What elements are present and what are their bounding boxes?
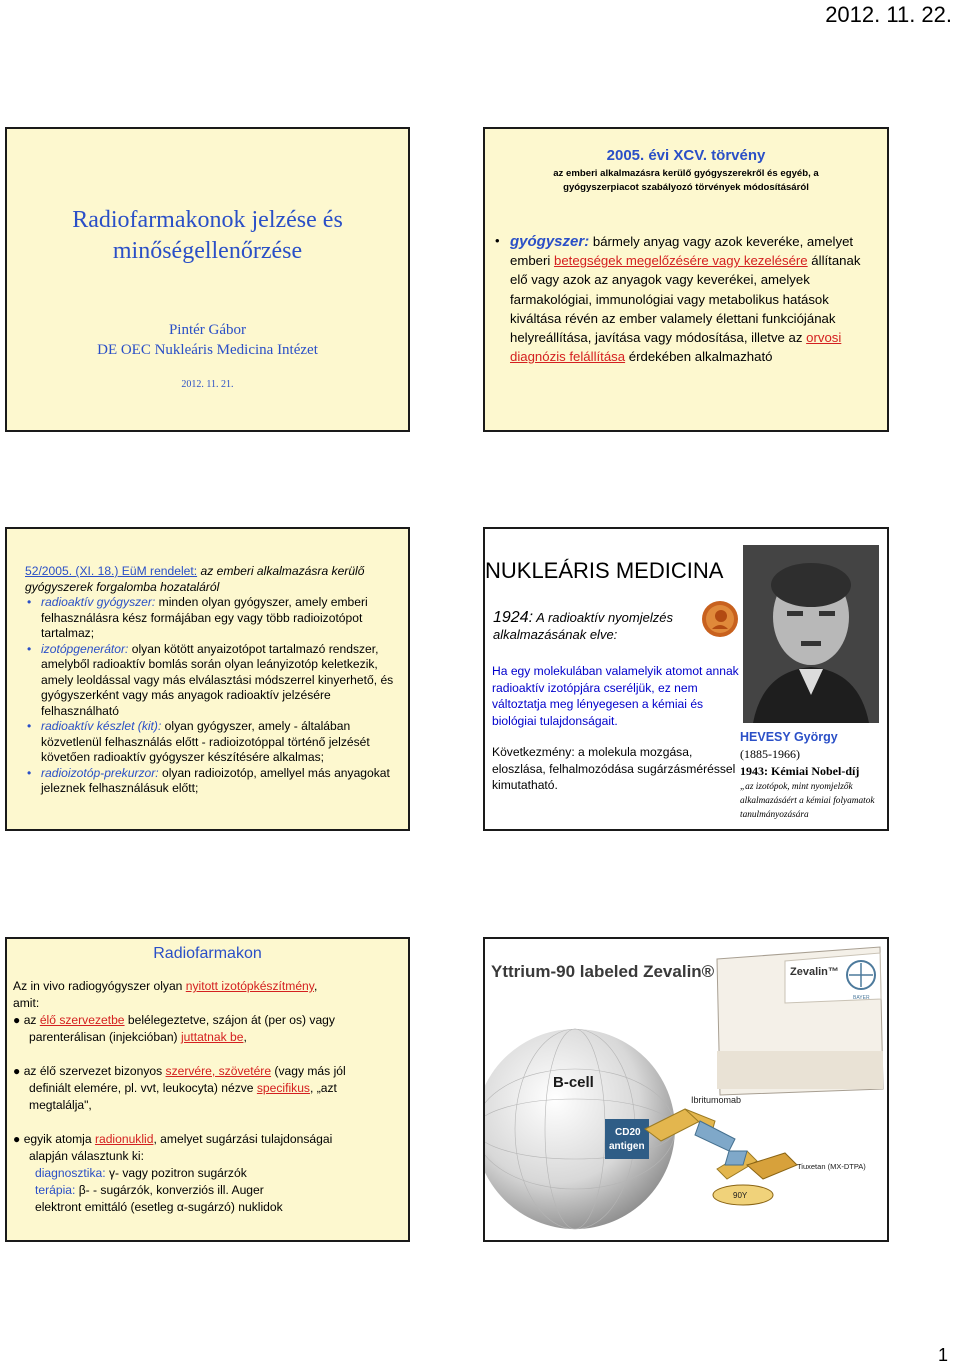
- header-date: 2012. 11. 22.: [825, 2, 952, 27]
- regulation-reference: 52/2005. (XI. 18.) EüM rendelet: az emberi alkalmazásra kerülő gyógyszerek forgalomba hozataláról: [25, 564, 365, 594]
- definition-text: gyógyszer: bármely anyag vagy azok keveréke, amelyet emberi betegségek megelőzésére vagy kezelésére állítanak elő vagy azok az anyagok vagy keverékei, amelyek farmakológiai, immunológiai vagy metabolikus hatások kiváltása révén az ember valamely élettani funkciójának helyreállítása, javítása vagy módosítása, illetve az orvosi diagnózis felállítása érdekében alkalmazható: [510, 233, 861, 365]
- bullet-icon: ●: [13, 1064, 21, 1078]
- consequence-text: Következmény: a molekula mozgása, eloszlása, felhalmozódása sugárzásméréssel kimutatható.: [492, 745, 736, 792]
- list-item: • izotópgenerátor: olyan kötött anyaizotópot tartalmazó rendszer, amelyből radioaktív bomlás során olyan leányizotóp keletkezik, amely leoldással vagy más elválasztási módszerrel kinyerhető, és gyógyszerként vagy más anyagok radioaktív jelzésére felhasználható: [27, 641, 394, 718]
- slide-regulation: [5, 527, 410, 831]
- ibritumomab-label: Ibritumomab: [691, 1095, 742, 1105]
- bullet-icon: •: [27, 595, 32, 609]
- bullet-icon: •: [27, 719, 32, 733]
- author-block: [27, 320, 388, 360]
- portrait-photo: [743, 545, 879, 723]
- tiuxetan-chelator: [747, 1153, 797, 1179]
- slide-nuclear-medicine: [483, 527, 889, 831]
- slide-title: Radiofarmakon: [153, 945, 262, 962]
- cd20-label: CD20: [615, 1127, 641, 1138]
- portrait-caption: HEVESY György (1885-1966) 1943: Kémiai Nobel-díj „az izotópok, mint nyomjelzők alkalmazásáért a kémiai folyamatok tanulmányozására: [740, 730, 875, 820]
- presentation-date: 2012. 11. 21.: [181, 379, 234, 390]
- slide-zevalin: [483, 937, 889, 1242]
- headline: Yttrium-90 labeled Zevalin®: [491, 962, 715, 981]
- list-item: • radioaktív készlet (kit): olyan gyógyszer, amely - általában közvetlenül felhasználás előtt - radioizotóppal történő jelzését követően radioaktív gyógyszer készítésére alkalmas;: [27, 719, 370, 764]
- list-item: • radioaktív gyógyszer: minden olyan gyógyszer, amely emberi felhasználásra kész formájában egy vagy több radioizotópot tartalmaz;: [27, 595, 368, 640]
- bullet-icon: •: [27, 765, 32, 780]
- slide-title: [5, 127, 410, 432]
- tiuxetan-label: Tiuxetan (MX-DTPA): [797, 1162, 866, 1171]
- list-item: • radioizotóp-prekurzor: olyan radioizotóp, amellyel más anyagokat jeleznek felhasználásuk előtt;: [27, 765, 390, 795]
- box-label: Zevalin™: [790, 966, 839, 978]
- page-number: 1: [937, 1345, 948, 1365]
- antigen-label: antigen: [609, 1141, 645, 1152]
- bayer-logo-text: BAYER: [853, 995, 870, 1001]
- slide-title: NUKLEÁRIS MEDICINA: [485, 558, 724, 583]
- presentation-title: Radiofarmakonok jelzése és minőségellenőrzése: [72, 207, 343, 264]
- b-cell-label: B-cell: [553, 1074, 594, 1091]
- law-subtitle: az emberi alkalmazásra kerülő gyógyszerekről és egyéb, a gyógyszerpiacot szabályozó törvények módosításáról: [553, 168, 819, 193]
- year-statement: 1924: A radioaktív nyomjelzés alkalmazásának elve:: [493, 609, 673, 642]
- cd20-antigen: [605, 1119, 649, 1159]
- principle-text: Ha egy molekulában valamelyik atomot annak radioaktív izotópjára cseréljük, ez nem változtatja meg lényegesen a kémiai és biológiai tulajdonságait.: [492, 664, 739, 728]
- bullet-icon: ●: [13, 1013, 21, 1027]
- regulation-text: [25, 564, 398, 797]
- slide-body: Az in vivo radiogyógyszer olyan nyitott izotópkészítmény, amit: ● az élő szervezetbe belélegeztetve, szájon át (per os) vagy parenterálisan (injekcióban) juttatnak be, ● az élő szervezet bizonyos szervére, szövetére (vagy más jól definiált elemére, pl. vvt, leukocyta) nézve specifikus, „azt megtalálja", ● egyik atomja radionuklid, amelyet sugárzási tulajdonságai alapján választunk ki: diagnosztika: γ- vagy pozitron sugárzók terápia: β- - sugárzók, konverziós ill. Auger elektront emittáló (esetleg α-sugárzó) nuklidok: [13, 979, 346, 1214]
- slide-law: [483, 127, 889, 432]
- institution: DE OEC Nukleáris Medicina Intézet: [97, 342, 318, 358]
- bullet-icon: •: [27, 641, 32, 656]
- author-name: Pintér Gábor: [168, 322, 247, 338]
- zevalin-illustration: [485, 939, 887, 1240]
- law-title: 2005. évi XCV. törvény: [606, 147, 766, 164]
- slide-radiopharmaceutical: [5, 937, 410, 1242]
- bullet-icon: •: [495, 233, 500, 248]
- nobel-medal-icon: [700, 599, 740, 639]
- y90-label: 90Y: [733, 1191, 748, 1200]
- bullet-icon: ●: [13, 1132, 21, 1146]
